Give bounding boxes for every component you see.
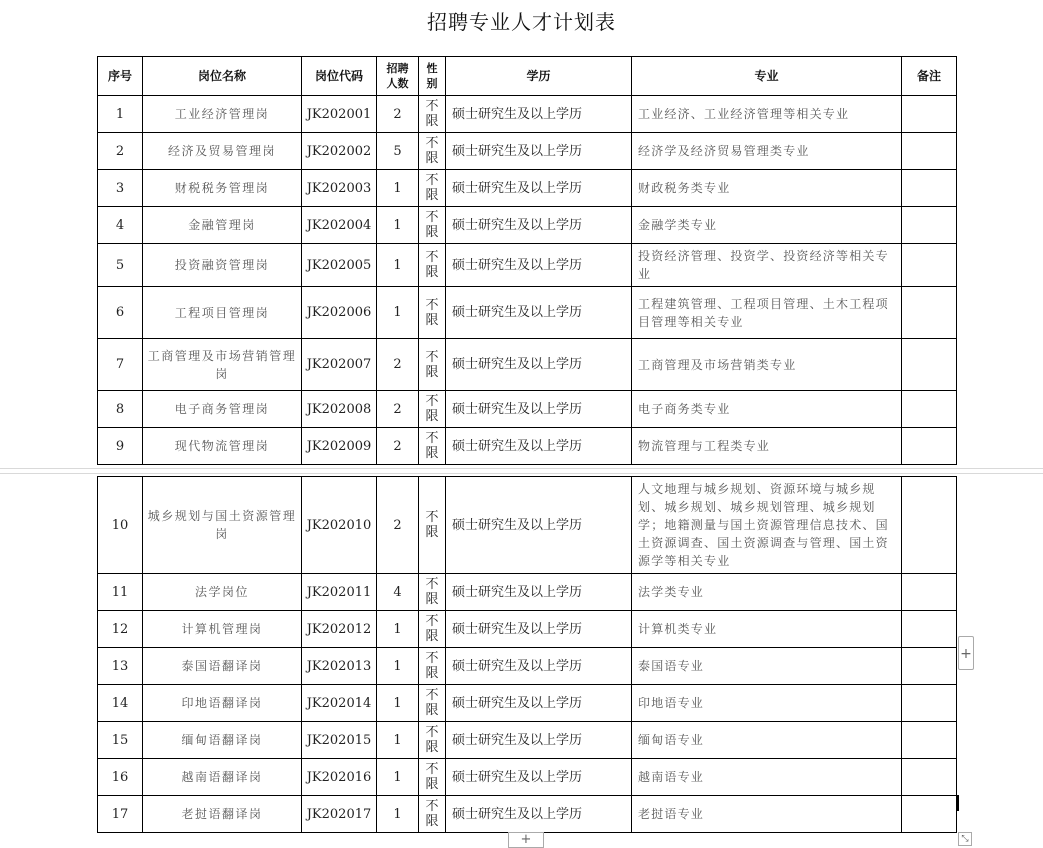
- cell-count: 1: [377, 685, 419, 722]
- recruitment-table-page-2: [97, 476, 957, 833]
- cell-major: 工商管理及市场营销类专业: [632, 339, 902, 391]
- cell-gender: 不 限: [419, 391, 446, 428]
- cell-gender: 不 限: [419, 796, 446, 833]
- cell-post-name: 老挝语翻译岗: [143, 796, 302, 833]
- table-row: [98, 96, 957, 133]
- cell-gender: 不 限: [419, 759, 446, 796]
- cell-major: 经济学及经济贸易管理类专业: [632, 133, 902, 170]
- cell-note: [902, 648, 957, 685]
- cell-post-name: 泰国语翻译岗: [143, 648, 302, 685]
- table-row: [98, 170, 957, 207]
- header-post: 岗位名称: [143, 57, 302, 96]
- cell-note: [902, 339, 957, 391]
- cell-note: [902, 207, 957, 244]
- cell-seq: 2: [98, 133, 143, 170]
- table-row: [98, 391, 957, 428]
- cell-major: 电子商务类专业: [632, 391, 902, 428]
- cell-seq: 10: [98, 477, 143, 574]
- table-row: [98, 759, 957, 796]
- table-row: [98, 611, 957, 648]
- cell-note: [902, 759, 957, 796]
- cell-major: 工程建筑管理、工程项目管理、土木工程项目管理等相关专业: [632, 287, 902, 339]
- cell-seq: 15: [98, 722, 143, 759]
- cell-count: 2: [377, 428, 419, 465]
- table-row: [98, 244, 957, 287]
- cell-major: 金融学类专业: [632, 207, 902, 244]
- cell-post-code: JK202009: [302, 428, 377, 465]
- cell-education: 硕士研究生及以上学历: [446, 287, 632, 339]
- add-column-button[interactable]: +: [958, 636, 974, 670]
- cell-note: [902, 796, 957, 833]
- cell-note: [902, 96, 957, 133]
- cell-major: 印地语专业: [632, 685, 902, 722]
- cell-education: 硕士研究生及以上学历: [446, 133, 632, 170]
- cell-post-code: JK202003: [302, 170, 377, 207]
- cell-major: 越南语专业: [632, 759, 902, 796]
- table-row: [98, 796, 957, 833]
- table-row: [98, 428, 957, 465]
- cell-post-name: 金融管理岗: [143, 207, 302, 244]
- recruitment-table-page-1: [97, 56, 957, 465]
- text-cursor: [957, 795, 959, 811]
- cell-gender: 不 限: [419, 339, 446, 391]
- cell-major: 缅甸语专业: [632, 722, 902, 759]
- header-count: 招聘 人数: [377, 57, 419, 96]
- cell-education: 硕士研究生及以上学历: [446, 611, 632, 648]
- cell-seq: 11: [98, 574, 143, 611]
- cell-post-code: JK202004: [302, 207, 377, 244]
- cell-education: 硕士研究生及以上学历: [446, 244, 632, 287]
- header-note: 备注: [902, 57, 957, 96]
- cell-post-name: 现代物流管理岗: [143, 428, 302, 465]
- cell-seq: 7: [98, 339, 143, 391]
- cell-seq: 14: [98, 685, 143, 722]
- cell-post-name: 财税税务管理岗: [143, 170, 302, 207]
- cell-gender: 不 限: [419, 244, 446, 287]
- cell-education: 硕士研究生及以上学历: [446, 574, 632, 611]
- cell-education: 硕士研究生及以上学历: [446, 759, 632, 796]
- header-gender: 性 别: [419, 57, 446, 96]
- table-row: [98, 648, 957, 685]
- cell-seq: 17: [98, 796, 143, 833]
- cell-post-name: 缅甸语翻译岗: [143, 722, 302, 759]
- cell-seq: 16: [98, 759, 143, 796]
- cell-note: [902, 244, 957, 287]
- cell-major: 计算机类专业: [632, 611, 902, 648]
- cell-seq: 6: [98, 287, 143, 339]
- table-row: [98, 685, 957, 722]
- cell-education: 硕士研究生及以上学历: [446, 796, 632, 833]
- table-row: [98, 133, 957, 170]
- cell-post-name: 工商管理及市场营销管理岗: [143, 339, 302, 391]
- document-title: 招聘专业人才计划表: [427, 10, 616, 34]
- cell-gender: 不 限: [419, 574, 446, 611]
- cell-gender: 不 限: [419, 428, 446, 465]
- cell-seq: 1: [98, 96, 143, 133]
- cell-post-code: JK202012: [302, 611, 377, 648]
- cell-education: 硕士研究生及以上学历: [446, 339, 632, 391]
- cell-major: 物流管理与工程类专业: [632, 428, 902, 465]
- cell-note: [902, 722, 957, 759]
- cell-post-code: JK202010: [302, 477, 377, 574]
- cell-post-code: JK202005: [302, 244, 377, 287]
- cell-count: 1: [377, 170, 419, 207]
- cell-count: 1: [377, 287, 419, 339]
- cell-post-code: JK202016: [302, 759, 377, 796]
- cell-major: 泰国语专业: [632, 648, 902, 685]
- cell-count: 1: [377, 722, 419, 759]
- cell-education: 硕士研究生及以上学历: [446, 722, 632, 759]
- cell-education: 硕士研究生及以上学历: [446, 207, 632, 244]
- cell-note: [902, 133, 957, 170]
- cell-post-name: 城乡规划与国土资源管理岗: [143, 477, 302, 574]
- cell-count: 5: [377, 133, 419, 170]
- cell-education: 硕士研究生及以上学历: [446, 96, 632, 133]
- cell-post-code: JK202002: [302, 133, 377, 170]
- cell-major: 人文地理与城乡规划、资源环境与城乡规划、城乡规划、城乡规划管理、城乡规划学；地籍测量与国土资源管理信息技术、国土资源调查、国土资源调查与管理、国土资源学等相关专业: [632, 477, 902, 574]
- cell-post-name: 工程项目管理岗: [143, 287, 302, 339]
- cell-count: 1: [377, 796, 419, 833]
- cell-post-name: 电子商务管理岗: [143, 391, 302, 428]
- cell-education: 硕士研究生及以上学历: [446, 170, 632, 207]
- header-major: 专业: [632, 57, 902, 96]
- cell-gender: 不 限: [419, 170, 446, 207]
- cell-seq: 8: [98, 391, 143, 428]
- table-row: [98, 207, 957, 244]
- cell-gender: 不 限: [419, 133, 446, 170]
- cell-post-code: JK202011: [302, 574, 377, 611]
- cell-seq: 4: [98, 207, 143, 244]
- cell-post-code: JK202007: [302, 339, 377, 391]
- cell-major: 财政税务类专业: [632, 170, 902, 207]
- header-seq: 序号: [98, 57, 143, 96]
- page-break-line: [0, 473, 1043, 474]
- cell-major: 老挝语专业: [632, 796, 902, 833]
- cell-gender: 不 限: [419, 722, 446, 759]
- cell-post-name: 经济及贸易管理岗: [143, 133, 302, 170]
- add-row-button[interactable]: +: [508, 832, 544, 848]
- header-row: [98, 57, 957, 96]
- cell-gender: 不 限: [419, 96, 446, 133]
- cell-post-name: 法学岗位: [143, 574, 302, 611]
- cell-note: [902, 170, 957, 207]
- table-row: [98, 339, 957, 391]
- cell-count: 2: [377, 391, 419, 428]
- cell-seq: 12: [98, 611, 143, 648]
- cell-post-code: JK202006: [302, 287, 377, 339]
- cell-gender: 不 限: [419, 207, 446, 244]
- cell-count: 4: [377, 574, 419, 611]
- cell-note: [902, 391, 957, 428]
- cell-education: 硕士研究生及以上学历: [446, 648, 632, 685]
- cell-gender: 不 限: [419, 287, 446, 339]
- cell-gender: 不 限: [419, 685, 446, 722]
- cell-seq: 5: [98, 244, 143, 287]
- cell-gender: 不 限: [419, 477, 446, 574]
- cell-education: 硕士研究生及以上学历: [446, 428, 632, 465]
- cell-major: 投资经济管理、投资学、投资经济等相关专业: [632, 244, 902, 287]
- header-education: 学历: [446, 57, 632, 96]
- cell-post-code: JK202008: [302, 391, 377, 428]
- cell-education: 硕士研究生及以上学历: [446, 685, 632, 722]
- cell-education: 硕士研究生及以上学历: [446, 477, 632, 574]
- table-row: [98, 477, 957, 574]
- table-row: [98, 722, 957, 759]
- cell-gender: 不 限: [419, 611, 446, 648]
- cell-post-code: JK202014: [302, 685, 377, 722]
- cell-note: [902, 574, 957, 611]
- cell-major: 工业经济、工业经济管理等相关专业: [632, 96, 902, 133]
- cell-seq: 3: [98, 170, 143, 207]
- table-resize-icon[interactable]: ⤡: [958, 832, 972, 846]
- cell-count: 1: [377, 207, 419, 244]
- page-break-line: [0, 468, 1043, 469]
- cell-post-name: 计算机管理岗: [143, 611, 302, 648]
- cell-count: 1: [377, 244, 419, 287]
- cell-post-code: JK202015: [302, 722, 377, 759]
- cell-gender: 不 限: [419, 648, 446, 685]
- cell-count: 2: [377, 96, 419, 133]
- table-body-page-1: [98, 96, 957, 465]
- cell-seq: 9: [98, 428, 143, 465]
- cell-post-name: 越南语翻译岗: [143, 759, 302, 796]
- header-code: 岗位代码: [302, 57, 377, 96]
- cell-major: 法学类专业: [632, 574, 902, 611]
- cell-education: 硕士研究生及以上学历: [446, 391, 632, 428]
- cell-note: [902, 611, 957, 648]
- table-body-page-2: [98, 477, 957, 833]
- cell-post-name: 印地语翻译岗: [143, 685, 302, 722]
- cell-count: 1: [377, 648, 419, 685]
- cell-post-code: JK202017: [302, 796, 377, 833]
- cell-count: 1: [377, 611, 419, 648]
- cell-count: 2: [377, 477, 419, 574]
- cell-note: [902, 287, 957, 339]
- cell-post-code: JK202001: [302, 96, 377, 133]
- cell-post-name: 投资融资管理岗: [143, 244, 302, 287]
- cell-seq: 13: [98, 648, 143, 685]
- cell-note: [902, 685, 957, 722]
- table-row: [98, 574, 957, 611]
- table-row: [98, 287, 957, 339]
- cell-note: [902, 477, 957, 574]
- cell-note: [902, 428, 957, 465]
- cell-count: 1: [377, 759, 419, 796]
- cell-post-code: JK202013: [302, 648, 377, 685]
- cell-count: 2: [377, 339, 419, 391]
- cell-post-name: 工业经济管理岗: [143, 96, 302, 133]
